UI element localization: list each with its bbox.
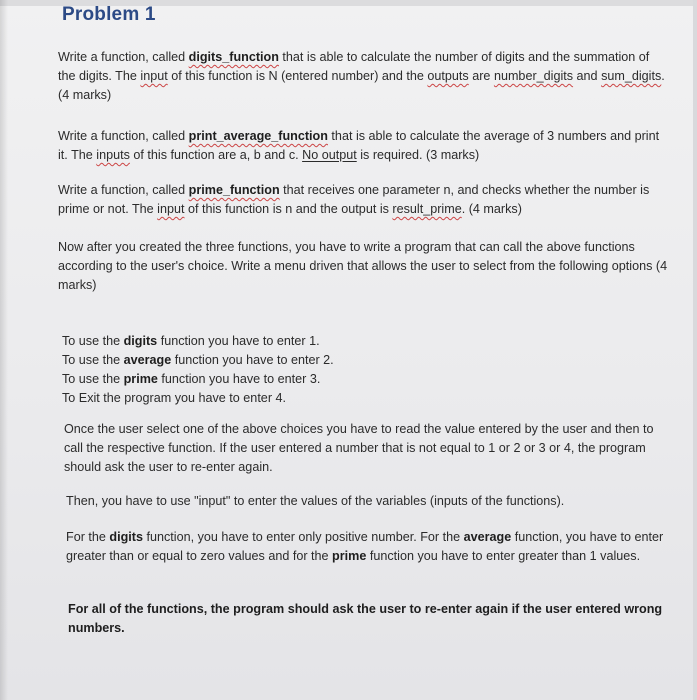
digits-function-name: digits_function <box>188 50 279 64</box>
paragraph-average-function: Write a function, called print_average_function that is able to calculate the average of 3 numbers and print it. The inputs of this function are a, b and c. No output is required. (3 marks) <box>58 129 660 162</box>
menu-option-3: To use the prime function you have to enter 3. <box>62 372 321 386</box>
paragraph-prime-function: Write a function, called prime_function that receives one parameter n, and checks whether the number is prime or not. The input of this function is n and the output is result_prime. (4 marks) <box>58 183 650 216</box>
page-left-shadow <box>0 0 8 700</box>
menu-option-4: To Exit the program you have to enter 4. <box>62 391 287 405</box>
page-right-edge <box>693 0 697 700</box>
paragraph-menu-intro: Now after you created the three functions, you have to write a program that can call the above functions according to the user's choice. Write a menu driven that allows the user to select from the following options (4 marks) <box>58 240 668 292</box>
prime-function-name: prime_function <box>188 183 280 197</box>
paragraph-digits-function: Write a function, called digits_function that is able to calculate the number of digits and the summation of the digits. The input of this function is N (entered number) and the outputs are number_digits and sum_digits. (4 marks) <box>58 50 665 102</box>
paragraph-reenter-rule: For all of the functions, the program should ask the user to re-enter again if the user entered wrong numbers. <box>68 602 663 635</box>
average-function-name: print_average_function <box>188 129 328 143</box>
paragraph-read-choice: Once the user select one of the above choices you have to read the value entered by the user and then to call the respective function. If the user entered a number that is not equal to 1 or 2 or 3 or 4, the program should ask the user to re-enter again. <box>64 422 654 474</box>
menu-option-2: To use the average function you have to enter 2. <box>62 353 334 367</box>
menu-option-1: To use the digits function you have to enter 1. <box>62 334 320 348</box>
paragraph-value-constraints: For the digits function, you have to enter only positive number. For the average function, you have to enter greater than or equal to zero values and for the prime function you have to enter greater than 1 values. <box>66 530 664 563</box>
menu-options-list <box>62 332 672 408</box>
paragraph-use-input: Then, you have to use "input" to enter the values of the variables (inputs of the functions). <box>66 494 565 508</box>
problem-title: Problem 1 <box>62 4 156 25</box>
